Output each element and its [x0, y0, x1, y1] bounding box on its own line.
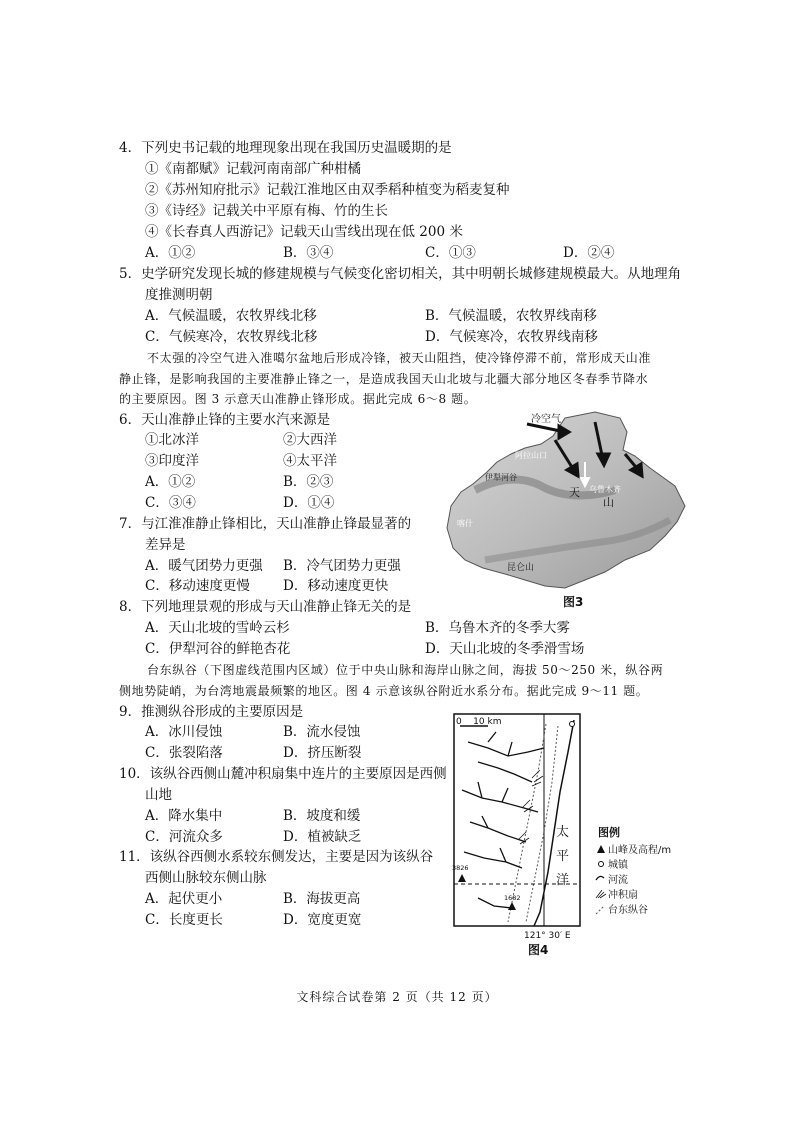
q4-option-d[interactable]: D．②④: [563, 245, 615, 261]
q8-option-a[interactable]: A．天山北坡的雪岭云杉: [145, 620, 290, 636]
q6-item-4: ④太平洋: [283, 453, 337, 469]
ocean-label-1: 太: [556, 825, 570, 840]
peak-label-1: 3826: [452, 864, 469, 872]
legend-peak: 山峰及高程/m: [608, 845, 672, 856]
legend-title: 图例: [598, 826, 620, 839]
q4-option-a[interactable]: A．①②: [145, 245, 196, 261]
q4-option-c[interactable]: C．①③: [425, 245, 476, 261]
q6-item-2: ②大西洋: [283, 432, 337, 448]
page-footer: 文科综合试卷第 2 页（共 12 页）: [296, 990, 498, 1004]
label-tian: 天: [569, 486, 580, 499]
q11-stem-line2: 西侧山脉较东侧山脉: [145, 870, 267, 886]
q10-option-a[interactable]: A．降水集中: [145, 808, 223, 824]
passage1-line3: 的主要原因。图 3 示意天山准静止锋形成。据此完成 6～8 题。: [119, 392, 477, 406]
legend-valley-icon: [596, 906, 604, 914]
legend-river-icon: [596, 876, 604, 880]
q4-item-1: ①《南都赋》记载河南南部广种柑橘: [145, 161, 361, 177]
q4-item-4: ④《长春真人西游记》记载天山雪线出现在低 200 米: [145, 224, 463, 240]
q6-option-b[interactable]: B．②③: [283, 474, 334, 490]
q6-stem: 6．天山准静止锋的主要水汽来源是: [119, 412, 331, 428]
q7-stem-line2: 差异是: [145, 537, 186, 553]
q10-option-b[interactable]: B．坡度和缓: [283, 808, 361, 824]
q5-option-b[interactable]: B．气候温暖，农牧界线南移: [425, 308, 597, 324]
q10-stem-line1: 10．该纵谷西侧山麓冲积扇集中连片的主要原因是西侧: [119, 766, 447, 782]
q4-item-3: ③《诗经》记载关中平原有梅、竹的生长: [145, 203, 388, 219]
q5-stem-line1: 5．史学研究发现长城的修建规模与气候变化密切相关，其中明朝长城修建规模最大。从地理角: [119, 266, 682, 282]
q7-option-d[interactable]: D．移动速度更快: [283, 578, 389, 594]
q4-stem: 4．下列史书记载的地理现象出现在我国历史温暖期的是: [119, 140, 452, 156]
xinjiang-map: [445, 410, 690, 610]
passage2-line2: 侧地势陡峭，为台湾地震最频繁的地区。图 4 示意该纵谷附近水系分布。据此完成 9～11 题。: [119, 684, 649, 698]
legend-town: 城镇: [608, 860, 628, 871]
q7-option-c[interactable]: C．移动速度更慢: [145, 578, 250, 594]
figure-3-caption: 图3: [563, 595, 584, 609]
q5-option-c[interactable]: C．气候寒冷，农牧界线北移: [145, 329, 318, 345]
q7-option-a[interactable]: A．暖气团势力更强: [145, 558, 263, 574]
label-shan: 山: [603, 496, 614, 509]
q11-option-c[interactable]: C．长度更长: [145, 912, 223, 928]
q9-option-c[interactable]: C．张裂陷落: [145, 745, 223, 761]
q10-option-d[interactable]: D．植被缺乏: [283, 829, 362, 845]
label-cold-air: 冷空气: [531, 414, 561, 425]
q4-option-b[interactable]: B．③④: [283, 245, 334, 261]
scale-label: 0 10 km: [456, 717, 502, 727]
passage1-line2: 静止锋，是影响我国的主要准静止锋之一，是造成我国天山北坡与北疆大部分地区冬春季节降水: [119, 372, 649, 386]
q6-option-c[interactable]: C．③④: [145, 495, 196, 511]
q6-item-1: ①北冰洋: [145, 432, 199, 448]
q5-stem-line2: 度推测明朝: [145, 287, 213, 303]
q11-stem-line1: 11．该纵谷西侧水系较东侧发达，主要是因为该纵谷: [119, 849, 434, 865]
figure-3: [445, 410, 690, 610]
q9-option-b[interactable]: B．流水侵蚀: [283, 724, 361, 740]
q5-option-a[interactable]: A．气候温暖，农牧界线北移: [145, 308, 317, 324]
q8-stem: 8．下列地理景观的形成与天山准静止锋无关的是: [119, 599, 412, 615]
town-marker: [570, 722, 575, 727]
legend-town-icon: [599, 862, 604, 867]
q8-option-c[interactable]: C．伊犁河谷的鲜艳杏花: [145, 641, 291, 657]
legend-fan-icon: [596, 890, 606, 898]
q7-stem-line1: 7．与江淮准静止锋相比，天山准静止锋最显著的: [119, 516, 412, 532]
q5-option-d[interactable]: D．气候寒冷，农牧界线南移: [425, 329, 598, 345]
q9-option-a[interactable]: A．冰川侵蚀: [145, 724, 223, 740]
q10-stem-line2: 山地: [145, 787, 172, 803]
figure-4-caption: 图4: [528, 943, 549, 957]
taitung-valley-map: [448, 712, 688, 960]
q11-option-b[interactable]: B．海拔更高: [283, 891, 361, 907]
legend-fan: 冲积扇: [608, 890, 638, 901]
legend-peak-icon: [597, 845, 605, 853]
label-kashgar: 喀什: [457, 519, 473, 528]
ocean-label-3: 洋: [556, 873, 570, 888]
q9-stem: 9．推测纵谷形成的主要原因是: [119, 704, 304, 720]
q7-option-b[interactable]: B．冷气团势力更强: [283, 558, 401, 574]
passage2-line1: 台东纵谷（下图虚线范围内区域）位于中央山脉和海岸山脉之间，海拔 50～250 米，纵谷两: [147, 663, 664, 677]
figure-4: [448, 712, 688, 960]
map-landmass: [447, 412, 685, 588]
q9-option-d[interactable]: D．挤压断裂: [283, 745, 362, 761]
label-urumqi: 乌鲁木齐: [589, 485, 621, 494]
q8-option-b[interactable]: B．乌鲁木齐的冬季大雾: [425, 620, 570, 636]
q11-option-a[interactable]: A．起伏更小: [145, 891, 223, 907]
q6-item-3: ③印度洋: [145, 453, 199, 469]
label-alatau: 阿拉山口: [515, 451, 547, 460]
q4-item-2: ②《苏州知府批示》记载江淮地区由双季稻种植变为稻麦复种: [145, 182, 510, 198]
q11-option-d[interactable]: D．宽度更宽: [283, 912, 362, 928]
q8-option-d[interactable]: D．天山北坡的冬季滑雪场: [425, 641, 585, 657]
label-yili: 伊犁河谷: [485, 473, 517, 482]
ocean-label-2: 平: [556, 849, 570, 864]
passage1-line1: 不太强的冷空气进入准噶尔盆地后形成冷锋，被天山阻挡，使冷锋停滞不前，常形成天山准: [147, 351, 652, 365]
label-altay: 阿尔泰山: [626, 410, 651, 431]
q6-option-d[interactable]: D．①④: [283, 495, 335, 511]
longitude-label: 121° 30′ E: [524, 931, 571, 941]
legend-valley: 台东纵谷: [608, 905, 648, 916]
q6-option-a[interactable]: A．①②: [145, 474, 196, 490]
legend-river: 河流: [608, 875, 628, 886]
q10-option-c[interactable]: C．河流众多: [145, 829, 223, 845]
peak-label-2: 1682: [504, 894, 521, 902]
label-kunlun: 昆仑山: [507, 563, 535, 573]
